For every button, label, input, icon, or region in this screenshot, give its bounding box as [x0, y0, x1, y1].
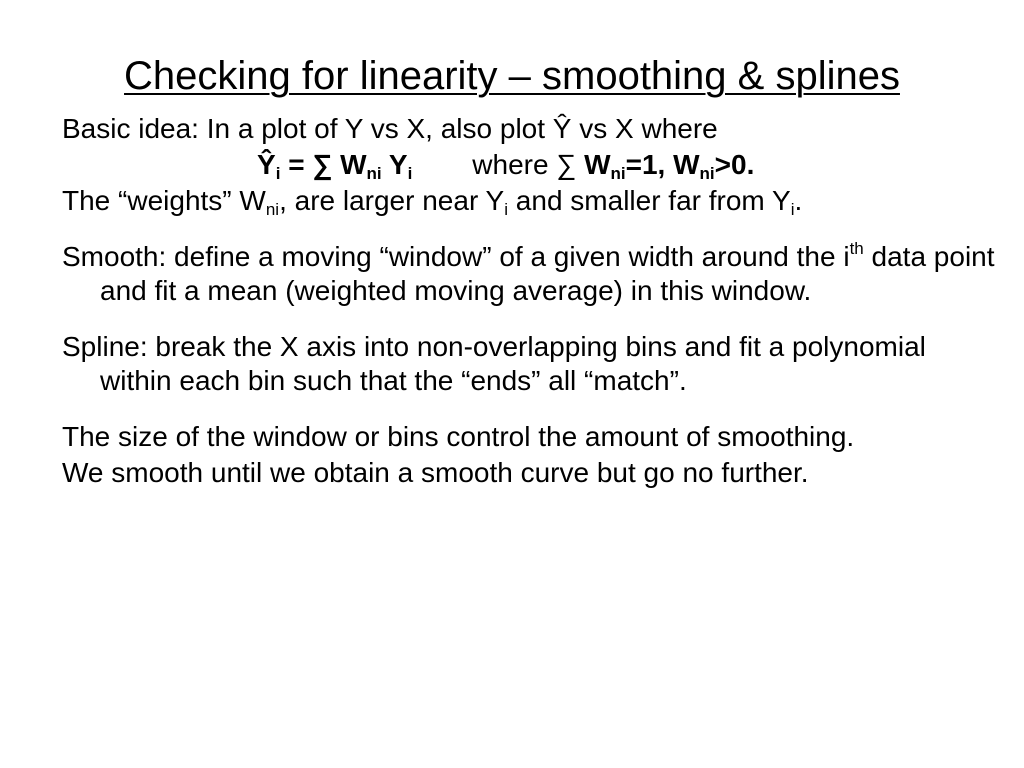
- formula-lhs: $Ŷ_i$ = ∑ $W_{ni}$ $Y_i$: [257, 149, 413, 183]
- formula-condition: $W_{ni}=1$, $W_{ni}>0$.: [584, 149, 755, 183]
- window-size-paragraph: The size of the window or bins control the amount of smoothing.: [62, 421, 855, 452]
- smooth-paragraph: Smooth: define a moving “window” of a given width around the $i^{th}$ data point and fit a mean (weighted moving average) in this window.: [62, 239, 995, 306]
- formula-where: where ∑: [472, 149, 585, 180]
- smoother-formula: [62, 148, 1002, 182]
- weights-line: The “weights” $W_{ni}$, are larger near $Y_i$ and smaller far from $Y_i$.: [62, 185, 803, 219]
- basic-idea-line: Basic idea: In a plot of Y vs X, also plot Ŷ vs X where: [62, 113, 718, 144]
- conclusion-paragraph: We smooth until we obtain a smooth curve but go no further.: [62, 457, 809, 488]
- spline-paragraph: Spline: break the X axis into non-overlapping bins and fit a polynomial within each bin such that the “ends” all “match”.: [62, 331, 926, 396]
- slide-body: [62, 112, 1002, 490]
- slide-title: Checking for linearity – smoothing & splines: [124, 54, 900, 98]
